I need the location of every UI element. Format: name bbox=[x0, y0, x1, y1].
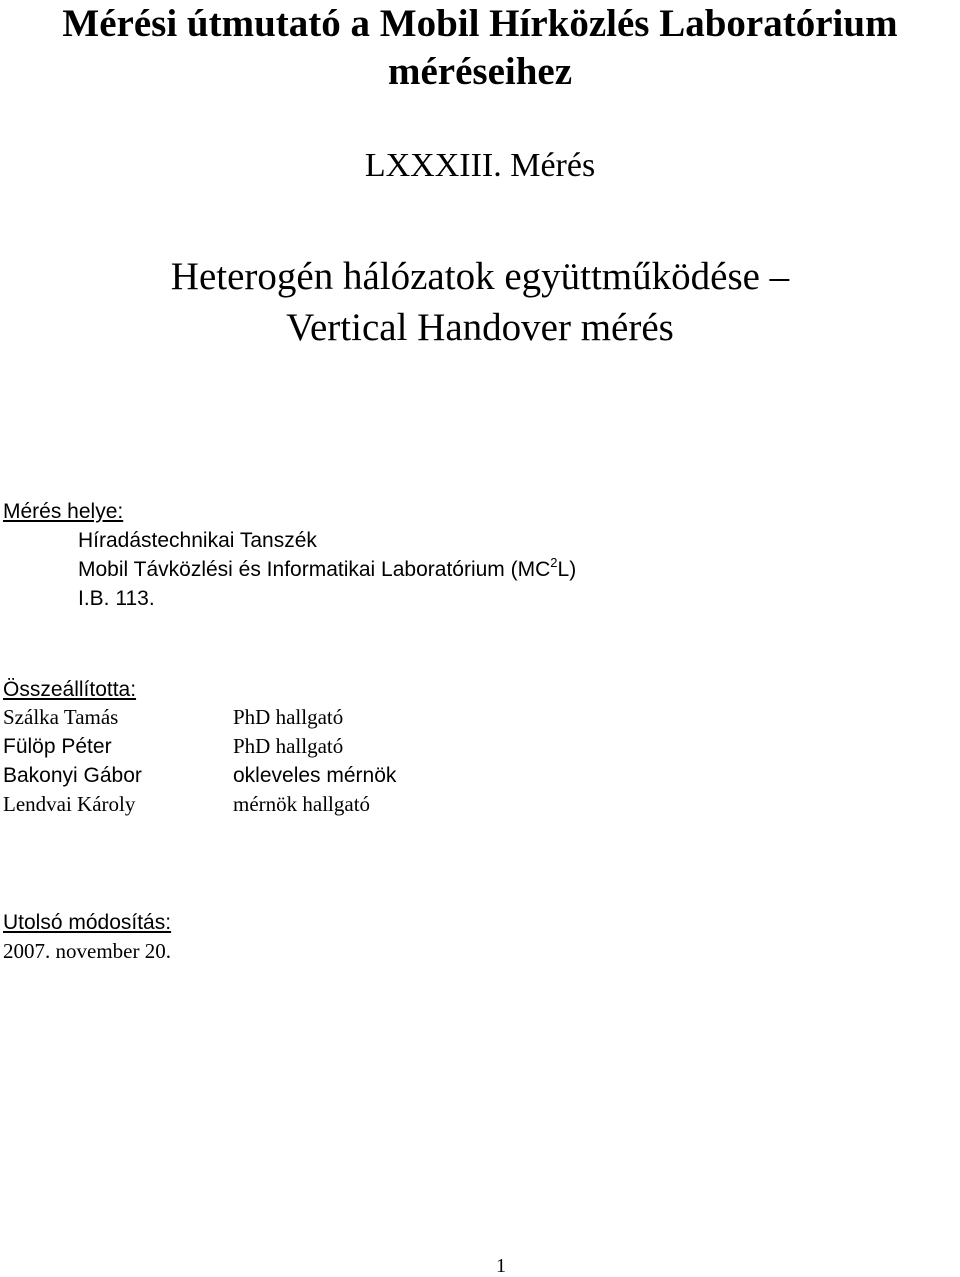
author-name: Szálka Tamás bbox=[3, 705, 119, 729]
document-title bbox=[0, 0, 960, 96]
author-role: mérnök hallgató bbox=[233, 792, 371, 816]
author-row bbox=[3, 732, 112, 761]
last-modified-date: 2007. november 20. bbox=[3, 939, 171, 963]
topic-title bbox=[0, 251, 960, 353]
author-role: PhD hallgató bbox=[233, 734, 344, 758]
author-row bbox=[3, 703, 118, 732]
authors-label: Összeállította: bbox=[3, 678, 137, 701]
author-role: okleveles mérnök bbox=[233, 764, 397, 787]
author-row bbox=[3, 761, 142, 790]
author-role: PhD hallgató bbox=[233, 705, 344, 729]
location-lab-suffix: L) bbox=[557, 558, 577, 581]
topic-title-line-1: Heterogén hálózatok együttműködése – bbox=[170, 255, 790, 298]
topic-title-line-2: Vertical Handover mérés bbox=[286, 306, 674, 349]
location-department: Híradástechnikai Tanszék bbox=[78, 529, 317, 552]
last-modified-label: Utolsó módosítás: bbox=[3, 911, 172, 934]
location-label: Mérés helye: bbox=[3, 500, 124, 523]
location-lab bbox=[78, 555, 576, 584]
document-title-line-1: Mérési útmutató a Mobil Hírközlés Laboratórium bbox=[62, 2, 898, 45]
page-number: 1 bbox=[496, 1255, 506, 1277]
author-name: Bakonyi Gábor bbox=[3, 764, 142, 787]
document-title-line-2: méréseihez bbox=[387, 50, 573, 93]
author-row bbox=[3, 790, 135, 819]
measurement-number: LXXXIII. Mérés bbox=[364, 147, 596, 184]
location-room: I.B. 113. bbox=[78, 587, 155, 610]
location-lab-superscript: 2 bbox=[550, 555, 558, 570]
author-name: Lendvai Károly bbox=[3, 792, 136, 816]
author-name: Fülöp Péter bbox=[3, 735, 112, 758]
location-lab-prefix: Mobil Távközlési és Informatikai Laboratórium (MC bbox=[78, 558, 551, 581]
